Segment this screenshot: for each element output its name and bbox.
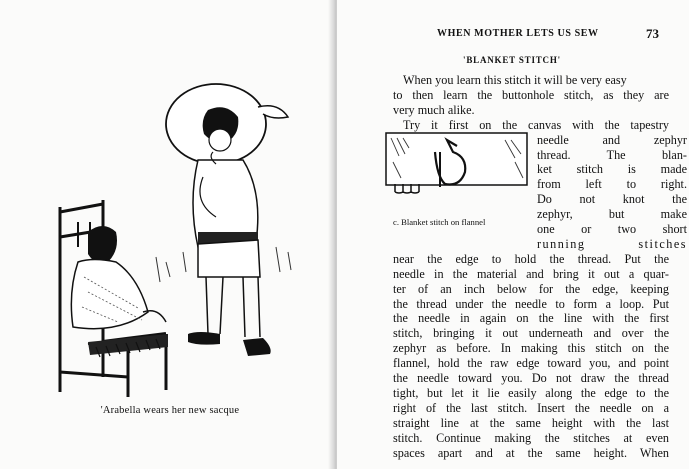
- body-line: near the edge to hold the thread. Put the: [393, 251, 669, 266]
- body-line: stitch, bringing it out underneath and over the: [393, 326, 669, 341]
- body-line: ter of an inch below for the edge, keeping: [393, 281, 669, 296]
- body-line: When you learn this stitch it will be very easy: [403, 73, 627, 87]
- body-line: the needle in again on the line with the first: [393, 311, 669, 326]
- page-number: 73: [646, 26, 659, 41]
- body-line: thread. The blan-: [537, 147, 687, 162]
- left-page: [0, 0, 333, 469]
- illustration-girl-and-doll: [48, 72, 298, 402]
- body-line: the thread under the needle to form a loop. Put: [393, 296, 669, 311]
- body-line: needle in the material and bring it out a quar-: [393, 266, 669, 281]
- body-line: Do not knot the: [537, 192, 687, 207]
- running-head: WHEN MOTHER LETS US SEW: [437, 28, 599, 39]
- figure-caption: c. Blanket stitch on flannel: [393, 216, 486, 227]
- body-line: flannel, hold the raw edge toward you, and point: [393, 356, 669, 371]
- body-line: Try it first on the canvas with the tapestry: [403, 117, 669, 132]
- body-line: right of the last stitch. Insert the needle on a: [393, 400, 669, 415]
- body-line: ket stitch is made: [537, 162, 687, 177]
- body-line: zephyr, but make: [537, 207, 687, 222]
- body-line: tight, but let it lie easily along the edge to the: [393, 385, 669, 400]
- body-line: zephyr as before. In making this stitch on the: [393, 341, 669, 356]
- body-line: to then learn the buttonhole stitch, as they are: [393, 87, 669, 102]
- body-line: needle and zephyr: [537, 132, 687, 147]
- right-page: [337, 0, 689, 469]
- body-line: running stitches: [537, 236, 687, 251]
- body-line: very much alike.: [393, 102, 475, 117]
- section-title: 'BLANKET STITCH': [463, 55, 561, 65]
- body-line: the needle toward you. Do not draw the thread: [393, 371, 669, 385]
- body-line: stitch. Continue making the stitches at even: [393, 430, 669, 445]
- illustration-caption: 'Arabella wears her new sacque: [100, 405, 240, 416]
- body-line: spaces apart and at the same height. When: [393, 445, 669, 460]
- body-line: from left to right.: [537, 177, 687, 192]
- body-line: one or two short: [537, 222, 687, 236]
- body-line: straight line at the same height with the last: [393, 415, 669, 430]
- figure-blanket-stitch: [385, 132, 528, 196]
